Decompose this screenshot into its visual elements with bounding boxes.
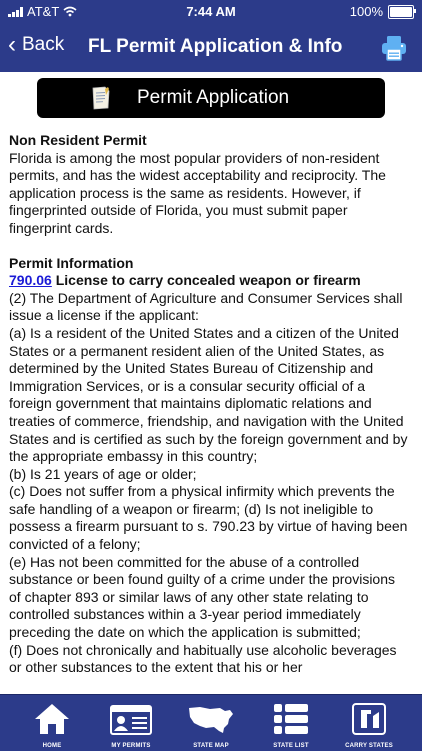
usa-map-icon (186, 702, 236, 736)
tab-my-permits[interactable] (96, 695, 166, 751)
tab-carry-states[interactable] (334, 695, 404, 751)
permit-info-title: Permit Information (9, 254, 134, 271)
id-card-icon (109, 702, 153, 736)
permit-application-button[interactable] (37, 78, 385, 118)
document-icon (91, 86, 111, 110)
statute-paragraph: (f) Does not chronically and habitually use alcoholic beverages or other substances to the extent that his or her (9, 641, 397, 676)
battery-fill (390, 7, 412, 17)
carry-states-icon (347, 702, 391, 736)
home-icon (33, 702, 71, 736)
tab-carry-states-label: CARRY STATES (345, 743, 393, 749)
nonresident-body: Florida is among the most popular providers of non-resident permits, and has the widest acceptability and reciprocity. The application process is the same as residents. However, if fingerprinted outside of Florida, you must submit paper fingerprint cards. (9, 149, 386, 236)
page-title: FL Permit Application & Info (88, 36, 343, 57)
back-button[interactable] (8, 31, 65, 58)
status-bar (0, 0, 422, 24)
tab-state-map[interactable] (176, 695, 246, 751)
tab-my-permits-label: MY PERMITS (111, 743, 151, 749)
header-bar (0, 0, 422, 72)
tab-state-list-label: STATE LIST (273, 743, 309, 749)
tab-home[interactable] (17, 695, 87, 751)
tab-state-list[interactable] (256, 695, 326, 751)
battery-percent: 100% (349, 4, 383, 19)
statute-heading (9, 272, 409, 290)
tab-state-map-label: STATE MAP (193, 743, 229, 749)
status-time: 7:44 AM (186, 4, 236, 19)
statute-paragraph: (2) The Department of Agriculture and Consumer Services shall issue a license if the applicant: (9, 289, 403, 324)
chevron-left-icon: ‹ (8, 31, 16, 58)
battery-icon (388, 5, 414, 19)
statute-link[interactable]: 790.06 (9, 272, 52, 289)
statute-paragraph: (c) Does not suffer from a physical infirmity which prevents the safe handling of a weapon or firearm; (d) Is not ineligible to possess a firearm pursuant to s. 790.23 by virtue of having been convicted of a felony; (9, 483, 408, 553)
statute-paragraph: (b) Is 21 years of age or older; (9, 465, 197, 482)
nonresident-title: Non Resident Permit (9, 132, 147, 148)
spacer (9, 238, 409, 255)
statute-paragraph: (a) Is a resident of the United States and a citizen of the United States or a permanent resident alien of the United States, as determined by the United States Bureau of Citizenship and Immigration Services, or is a consular security official of a foreign government that maintains diplomatic relations and treaties of commerce, friendship, and navigation with the United States and is certified as such by the foreign government and by the appropriate embassy in this country; (9, 324, 408, 465)
statute-title: License to carry concealed weapon or firearm (51, 272, 361, 289)
tab-bar (0, 694, 422, 751)
tab-home-label: HOME (42, 743, 62, 749)
list-icon (271, 702, 311, 736)
permit-application-label: Permit Application (137, 87, 290, 108)
printer-icon (380, 34, 408, 62)
permit-info-content (9, 132, 409, 692)
back-label: Back (22, 34, 65, 55)
statute-paragraph: (e) Has not been committed for the abuse of a controlled substance or been found guilty of a crime under the provisions of chapter 893 or similar laws of any other state relating to controlled substances within a 3-year period immediately preceding the date on which the application is submitted; (9, 553, 396, 641)
status-right (350, 4, 414, 19)
print-button[interactable] (380, 34, 408, 62)
carrier-label: AT&T (27, 4, 60, 19)
